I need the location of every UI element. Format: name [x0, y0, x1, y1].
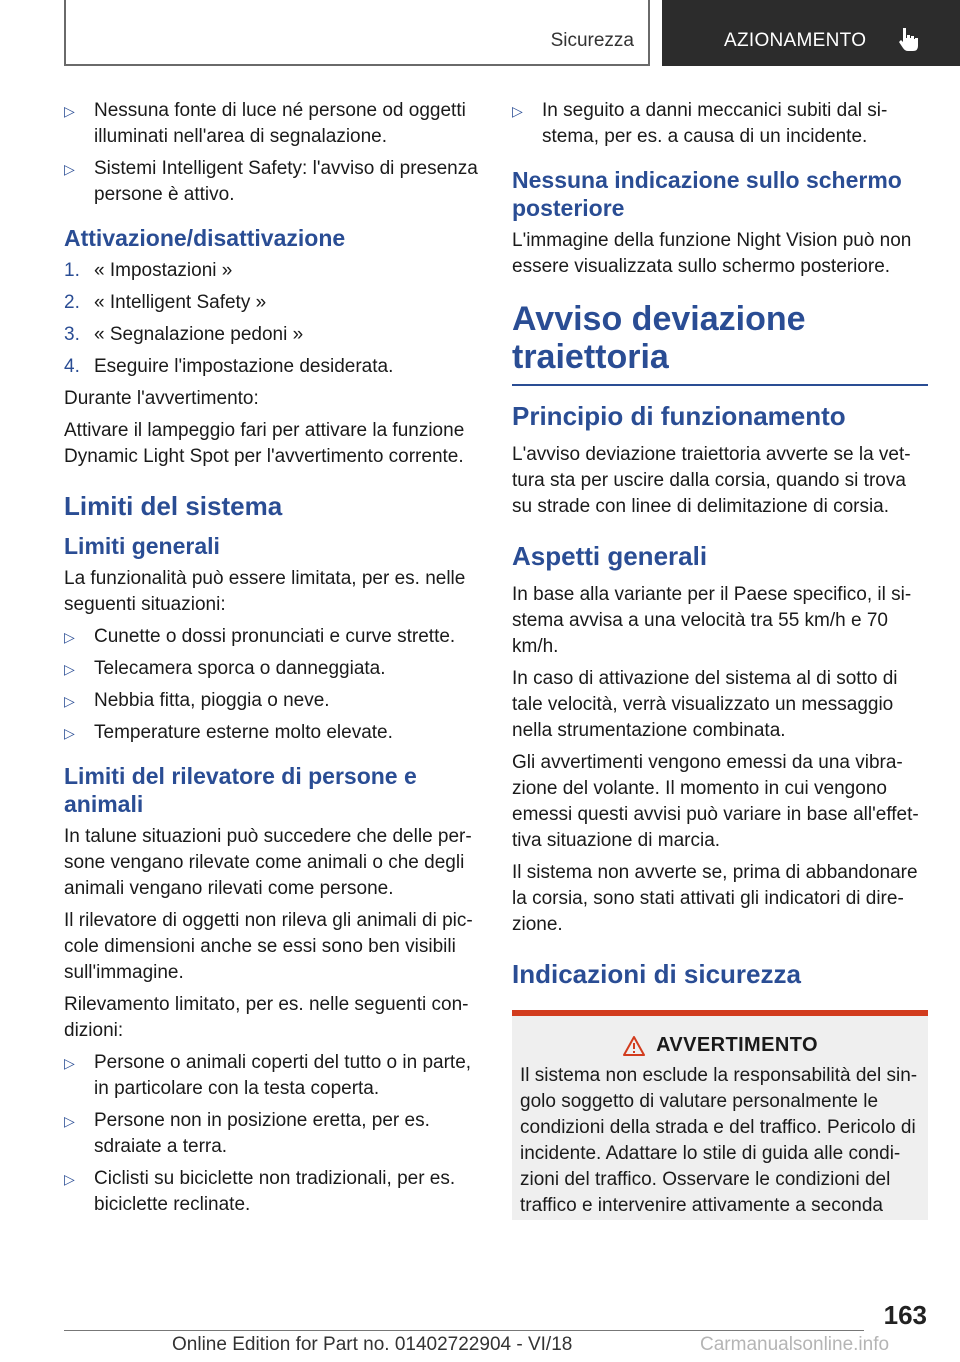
paragraph: Attivare il lampeggio fari per attivare la funzione Dynamic Light Spot per l'avvertimento corrente. [64, 420, 465, 467]
warning-triangle-icon [622, 1035, 646, 1057]
list-item: ▷ Ciclisti su biciclette non tradizionali, per es. biciclette reclinate. [64, 1168, 456, 1215]
list-item: ▷ Sistemi Intelligent Safety: l'avviso di presenza persone è attivo. [64, 158, 478, 205]
page-number: 163 [883, 1300, 927, 1330]
header-chapter-title: AZIONAMENTO [724, 30, 867, 51]
heading-lane-departure-warning: Avviso deviazione traiettoria [512, 300, 928, 386]
paragraph: In talune situazioni può succedere che delle per-sone vengano rilevate come animali o che degli animali vengano rilevati come persone. [64, 826, 472, 899]
paragraph: L'avviso deviazione traiettoria avverte se la vet-tura sta per uscire dalla corsia, quando si trova su strade con linee di delimitazione di corsia. [512, 444, 911, 517]
triangle-bullet-icon: ▷ [64, 103, 75, 119]
triangle-bullet-icon: ▷ [64, 629, 75, 645]
paragraph: Il sistema non avverte se, prima di abbandonare la corsia, sono stati attivati gli indicatori di dire-zione. [512, 862, 918, 935]
paragraph: Durante l'avvertimento: [64, 388, 259, 409]
heading-general-limits: Limiti generali [64, 533, 220, 559]
triangle-bullet-icon: ▷ [64, 661, 75, 677]
list-item: ▷ In seguito a danni meccanici subiti dal si-stema, per es. a causa di un incidente. [512, 100, 888, 147]
header-section-title: Sicurezza [550, 30, 634, 51]
paragraph: In base alla variante per il Paese specifico, il si-stema avvisa a una velocità tra 55 km/h e 70 km/h. [512, 584, 912, 657]
heading-detector-limits: Limiti del rilevatore di persone e animali [64, 763, 417, 817]
footer-divider [64, 1330, 864, 1331]
heading-safety-notes: Indicazioni di sicurezza [512, 959, 801, 989]
step-item: 3. « Segnalazione pedoni » [64, 324, 304, 345]
triangle-bullet-icon: ▷ [64, 1171, 75, 1187]
list-item: ▷ Persone non in posizione eretta, per es. sdraiate a terra. [64, 1110, 430, 1157]
paragraph: La funzionalità può essere limitata, per es. nelle seguenti situazioni: [64, 568, 466, 615]
triangle-bullet-icon: ▷ [512, 103, 523, 119]
warning-text: Il sistema non esclude la responsabilità del sin-golo soggetto di valutare personalmente le condizioni della strada e del traffico. Pericolo di incidente. Adattare lo stile di guida alle condi-zioni del traffico. Osservare le condizioni del traffico e intervenire attivamente a seconda [520, 1065, 918, 1216]
heading-no-rear-display: Nessuna indicazione sullo schermo posteriore [512, 167, 902, 221]
paragraph: Rilevamento limitato, per es. nelle seguenti con-dizioni: [64, 994, 469, 1041]
footer-edition: Online Edition for Part no. 01402722904 - VI/18 [172, 1334, 573, 1355]
list-item: ▷ Cunette o dossi pronunciati e curve strette. [64, 624, 480, 650]
left-column [64, 98, 480, 1224]
triangle-bullet-icon: ▷ [64, 1113, 75, 1129]
list-item: ▷ Nessuna fonte di luce né persone od oggetti illuminati nell'area di segnalazione. [64, 100, 466, 147]
paragraph: Gli avvertimenti vengono emessi da una vibra-zione del volante. Il momento in cui vengono emessi questi avvisi può variare in base all'effet-tiva situazione di marcia. [512, 752, 919, 851]
step-item: 2. « Intelligent Safety » [64, 292, 267, 313]
heading-operating-principle: Principio di funzionamento [512, 401, 846, 431]
step-item: 1. « Impostazioni » [64, 260, 233, 281]
step-item: 4. Eseguire l'impostazione desiderata. [64, 356, 394, 377]
pointing-hand-icon [894, 24, 924, 54]
footer-watermark: Carmanualsonline.info [700, 1334, 890, 1355]
triangle-bullet-icon: ▷ [64, 725, 75, 741]
list-item: ▷ Telecamera sporca o danneggiata. [64, 656, 480, 682]
heading-activation: Attivazione/disattivazione [64, 225, 346, 251]
warning-box [512, 1010, 928, 1220]
paragraph: Il rilevatore di oggetti non rileva gli animali di pic-cole dimensioni anche se essi sono ben visibili sull'immagine. [64, 910, 473, 983]
list-item: ▷ Nebbia fitta, pioggia o neve. [64, 688, 480, 714]
paragraph: In caso di attivazione del sistema al di sotto di tale velocità, verrà visualizzato un messaggio nella strumentazione combinata. [512, 668, 898, 741]
header-chapter-box [662, 0, 960, 66]
triangle-bullet-icon: ▷ [64, 1055, 75, 1071]
list-item: ▷ Persone o animali coperti del tutto o in parte, in particolare con la testa coperta. [64, 1052, 472, 1099]
triangle-bullet-icon: ▷ [64, 693, 75, 709]
heading-system-limits: Limiti del sistema [64, 491, 283, 521]
triangle-bullet-icon: ▷ [64, 161, 75, 177]
right-column [512, 98, 928, 1220]
paragraph: L'immagine della funzione Night Vision può non essere visualizzata sullo schermo posteriore. [512, 230, 912, 277]
list-item: ▷ Temperature esterne molto elevate. [64, 720, 480, 746]
heading-general-aspects: Aspetti generali [512, 541, 708, 571]
header-section-box [64, 0, 650, 66]
warning-title: AVVERTIMENTO [520, 1034, 920, 1057]
